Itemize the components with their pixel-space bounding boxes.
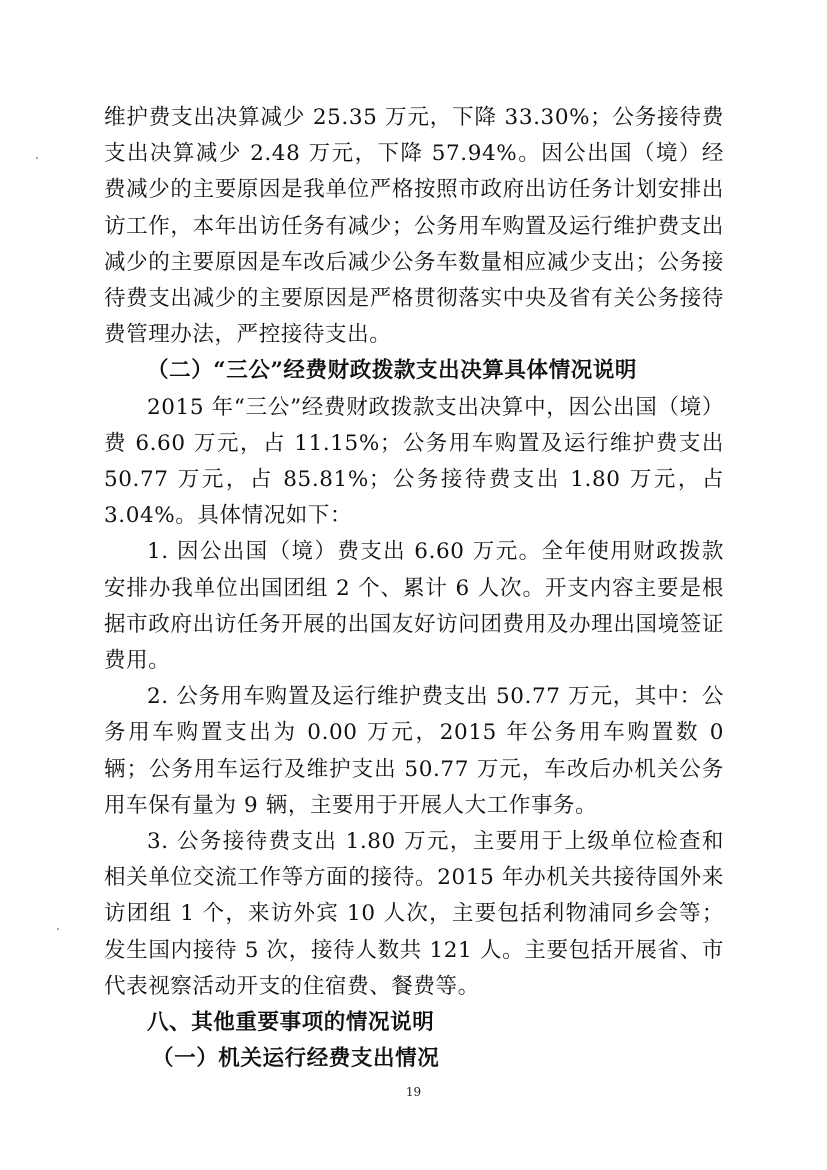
section-heading-other-matters: 八、其他重要事项的情况说明 (147, 1010, 435, 1036)
page-content (104, 100, 724, 1077)
paragraph-2015-summary: 2015 年“三公”经费财政拨款支出决算中，因公出国（境）费 6.60 万元，占 11.15%；公务用车购置及运行维护费支出 50.77 万元，占 85.81%；公务接待费支出 1.80 万元，占 3.04%。具体情况如下： (104, 394, 724, 529)
paragraph-expense-decrease: 维护费支出决算减少 25.35 万元，下降 33.30%；公务接待费支出决算减少 2.48 万元，下降 57.94%。因公出国（境）经费减少的主要原因是我单位严格按照市政府出访任务计划安排出访工作，本年出访任务有减少；公务用车购置及运行维护费支出减少的主要原因是车改后减少公务车数量相应减少支出；公务接待费支出减少的主要原因是严格贯彻落实中央及省有关公务接待费管理办法，严控接待支出。 (104, 105, 724, 348)
paragraph-vehicle-expense: 2. 公务用车购置及运行维护费支出 50.77 万元，其中：公务用车购置支出为 0.00 万元，2015 年公务用车购置数 0 辆；公务用车运行及维护支出 50.77 万元，车改后办机关公务用车保有量为 9 辆，主要用于开展人大工作事务。 (104, 684, 724, 818)
paragraph-overseas-travel: 1. 因公出国（境）费支出 6.60 万元。全年使用财政拨款安排办我单位出国团组 2 个、累计 6 人次。开支内容主要是根据市政府出访任务开展的出国友好访问团费用及办理出国境签证费用。 (104, 539, 724, 674)
scan-speck (36, 157, 38, 159)
page-number: 19 (405, 1085, 422, 1099)
scan-speck (57, 928, 59, 930)
section-heading-three-public-details: （二）“三公”经费财政拨款支出决算具体情况说明 (147, 358, 638, 384)
paragraph-reception-expense: 3. 公务接待费支出 1.80 万元，主要用于上级单位检查和相关单位交流工作等方面的接待。2015 年办机关共接待国外来访团组 1 个，来访外宾 10 人次，主要包括利物浦同乡会等；发生国内接待 5 次，接待人数共 121 人。主要包括开展省、市代表视察活动开支的住宿费、餐费等。 (104, 829, 724, 999)
subsection-heading-operating-expense: （一）机关运行经费支出情况 (152, 1046, 440, 1072)
